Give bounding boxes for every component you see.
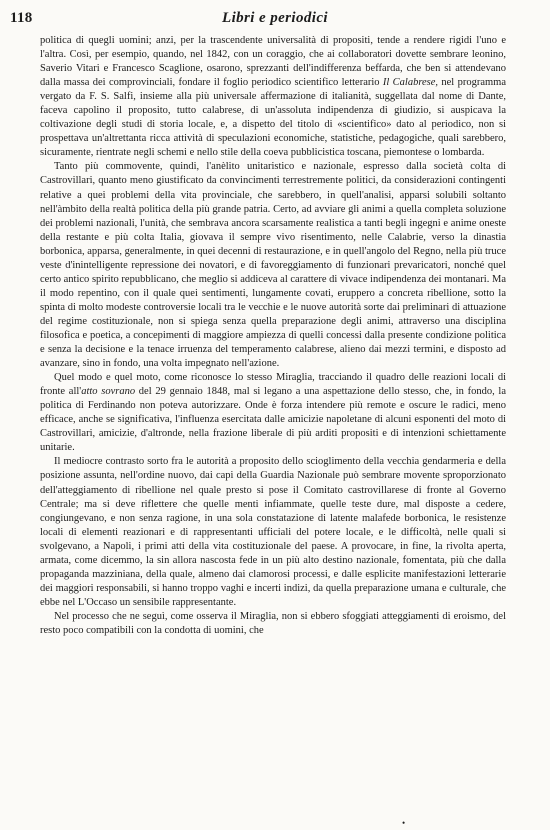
footer-mark: • [402,818,406,828]
paragraph [40,455,506,610]
page-number: 118 [10,10,33,26]
paragraph-text: del 29 gennaio 1848, mal si legano a una aspettazione dello stesso, che, in fondo, la politica di Ferdinando non poteva autorizzare. Onde è forza intendere più remote e oscure le radici, meno efficace, anche se significativa, l'influenza esercitata dalle amicizie napoletane di alcuni esponenti del moto di Castrovillari, amicizie, d'altronde, nella frazione liberale di più arditi propositi e di intenzioni schiettamente unitarie. [40,386,506,454]
paragraph [40,610,506,638]
paragraph-text: Tanto più commovente, quindi, l'anèlito unitaristico e nazionale, espresso dalla società colta di Castrovillari, quanto meno giustificato da convincimenti terrestremente politici, da considerazioni contingenti relative a quei problemi della vita provinciale, che sarebbero, in quell'analisi, apparsi solubili soltanto nell'àmbito della realtà politica della più grande patria. Certo, ad avviare gli animi a quella completa soluzione dei problemi nazionali, l'unità, che sembrava ancora scarsamente realistica a tanti begli ingegni e anime oneste della restante e più colta Italia, giovava il sempre vivo risentimento, nelle Calabrie, verso la dinastia borbonica, apparsa, generalmente, in quei decenni di restaurazione, e in quell'angolo del Regno, nella più truce veste d'inintelligente repressione dei novatori, e di favoreggiamento di funzionari prevaricatori, nonché quel certo antico spirito repubblicano, che meglio si addiceva al carattere di vivace indipendenza dei montanari. Ma il modo repentino, con il quale quei sentimenti, lungamente covati, eruppero a concreta ribellione, sotto la spinta di molto modeste controversie locali tra le vecchie e le nuove autorità sorte dai preliminari di attuazione del regime costituzionale, non si spiega senza quella preparazione degli animi, attraverso una disciplina filosofica e poetica, a concepimenti di maggiore ampiezza di quelli concessi dalla presente condizione politica e senza la decisione e la tenace irruenza del temperamento calabrese, alieno dai mezzi termini, e disposto ad avanzare, sino in fondo, una volta impegnato nell'azione. [40,161,506,370]
running-title: Libri e periodici [222,10,328,26]
paragraph-text: politica di quegli uomini; anzi, per la trascendente universalità di propositi, tende a rendere rigidi l'uno e l'altra. Così, per esempio, quando, nel 1842, con un coraggio, che ai collaboratori dovette sembrare leonino, Saverio Vitari e Francesco Scaglione, osarono, sprezzanti dell'indifferenza beffarda, che ben si attendevano dalla massa dei comprovinciali, fondare il foglio periodico scientifico letterario [40,35,506,89]
periodical-title: Il Calabrese, [382,77,439,89]
paragraph-text: Il mediocre contrasto sorto fra le autorità a proposito dello scioglimento della vecchia gendarmeria e della posizione assunta, nell'ordine nuovo, dai capi della Guardia Nazionale può sembrare movente sproporzionato dell'atteggiamento di ribellione nel quale presto si pose il Comitato castrovillarese di fronte al Governo Centrale; ma si deve riflettere che quelle menti infiammate, quelle teste dure, mal disposte a cedere, congiungevano, e non senza ragione, in una sola constatazione di latente malafede borbonica, le resistenze locali di elementi reazionari e di rappresentanti ufficiali del potere locale, e le difficoltà, nelle quali si svolgevano, a Napoli, i primi atti della vita costituzionale del paese. A provocare, in fine, la rivolta aperta, armata, come dicemmo, la sin allora nascosta fede in un più alto destino nazionale, fomentata, più che dalla propaganda mazziniana, della quale, almeno dai clamorosi processi, e dalle esplicite manifestazioni letterarie dei maggiori responsabili, si hanno troppo vaghi e incerti indizi, da quella preparazione umana e culturale, che ebbe nel L'Occaso un sensibile rappresentante. [40,456,506,608]
page-header [0,10,550,32]
paragraph [40,34,506,160]
paragraph-text: nel programma vergato da F. S. Salfi, insieme alla più universale affermazione di italianità, suggellata dal nome di Dante, faceva capolino il proposito, tutto calabrese, di un'assoluta indipendenza di giudizio, si auspicava la coltivazione degli studi di storia locale, e, a dispetto del titolo di «scientifico» dato al periodico, non si prospettava un'altrettanta ricca attività di speculazioni economiche, statistiche, pedagogiche, quali sarebbero, sicuramente, rientrate negli schemi e nello stile della coeva pubblicistica toscana, piemontese o lombarda. [40,77,506,159]
paragraph [40,160,506,371]
paragraph [40,371,506,455]
italic-phrase: atto sovrano [81,386,136,398]
paragraph-text: Quel modo e quel moto, come riconosce lo stesso Miraglia, tracciando il quadro delle reazioni locali di fronte all' [40,372,506,398]
body-text [40,34,506,638]
paragraph-text: Nel processo che ne seguì, come osserva il Miraglia, non si ebbero sfoggiati atteggiamenti di eroismo, del resto poco compatibili con la condotta di uomini, che [40,610,506,636]
